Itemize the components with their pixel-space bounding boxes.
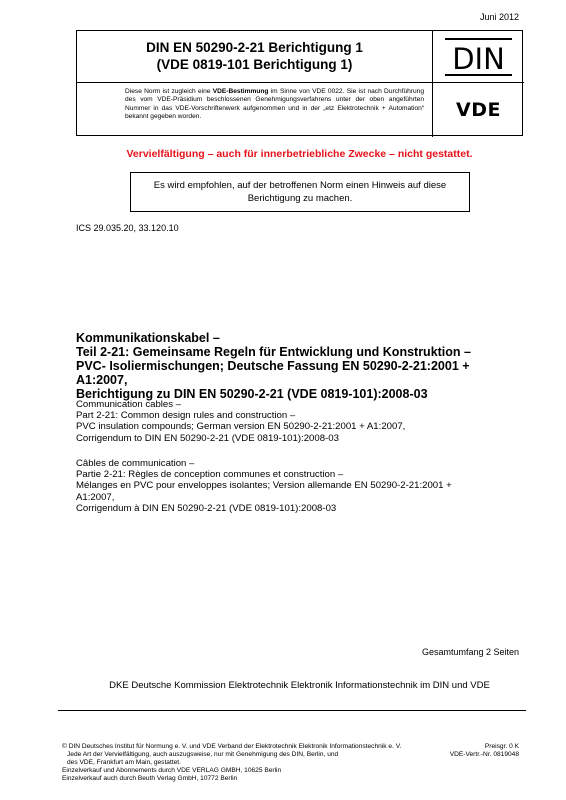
document-title bbox=[77, 31, 433, 83]
din-logo bbox=[433, 31, 524, 83]
vde-logo: VDE bbox=[456, 99, 501, 121]
english-title bbox=[76, 399, 536, 444]
dke-line: DKE Deutsche Kommission Elektrotechnik Elektronik Informationstechnik im DIN und VDE bbox=[109, 680, 490, 691]
price-group: Preisgr. 0 K bbox=[484, 743, 519, 750]
header-box bbox=[76, 30, 523, 136]
footer-line: Einzelverkauf und Abonnements durch VDE VERLAG GMBH, 10625 Berlin bbox=[62, 767, 282, 774]
vde-contract-number: VDE-Vertr.-Nr. 0819048 bbox=[449, 751, 519, 758]
german-title-line: Kommunikationskabel – bbox=[76, 331, 220, 345]
english-title-line: PVC insulation compounds; German version EN 50290-2-21:2001 + A1:2007, bbox=[76, 421, 406, 433]
din-logo-text: DIN bbox=[452, 42, 505, 76]
vde-notice bbox=[77, 83, 433, 137]
hint-line-2: Berichtigung zu machen. bbox=[247, 193, 353, 204]
footer-copyright bbox=[62, 743, 402, 783]
english-title-line: Corrigendum to DIN EN 50290-2-21 (VDE 0819-101):2008-03 bbox=[76, 432, 339, 444]
footer-price bbox=[450, 743, 519, 759]
french-title bbox=[76, 458, 536, 514]
footer-line: Einzelverkauf auch durch Beuth Verlag GmbH, 10772 Berlin bbox=[62, 775, 238, 782]
copy-warning: Vervielfältigung – auch für innerbetriebliche Zwecke – nicht gestattet. bbox=[126, 148, 473, 160]
french-title-line: Corrigendum à DIN EN 50290-2-21 (VDE 0819-101):2008-03 bbox=[76, 502, 337, 514]
french-title-line: Mélanges en PVC pour enveloppes isolantes; Version allemande EN 50290-2-21:2001 + bbox=[76, 480, 452, 492]
german-title-line: A1:2007, bbox=[76, 373, 128, 387]
document-title-line-2: (VDE 0819-101 Berichtigung 1) bbox=[156, 57, 353, 72]
english-title-line: Part 2-21: Common design rules and construction – bbox=[76, 410, 296, 422]
document-title-line-1: DIN EN 50290-2-21 Berichtigung 1 bbox=[146, 40, 363, 55]
footer-line: Jede Art der Vervielfältigung, auch auszugsweise, nur mit Genehmigung des DIN, Berlin, und bbox=[67, 751, 339, 758]
german-title-line: PVC- Isoliermischungen; Deutsche Fassung EN 50290-2-21:2001 + bbox=[76, 359, 470, 373]
din-logo-graphic bbox=[433, 31, 524, 83]
english-title-line: Communication cables – bbox=[76, 399, 182, 410]
hint-line-1: Es wird empfohlen, auf der betroffenen Norm einen Hinweis auf diese bbox=[153, 180, 447, 191]
french-title-line: A1:2007, bbox=[76, 491, 115, 503]
publication-date: Juni 2012 bbox=[479, 12, 519, 22]
french-title-line: Partie 2-21: Règles de conception communes et construction – bbox=[76, 469, 344, 481]
german-title-line: Berichtigung zu DIN EN 50290-2-21 (VDE 0819-101):2008-03 bbox=[76, 387, 428, 401]
german-title bbox=[76, 331, 536, 401]
vde-notice-text-post: im Sinne von VDE 0022. Sie ist nach Durchführung des vom VDE-Präsidium beschlossenen Genehmigungsverfahrens unter der oben angeführten Nummer in das VDE-Vorschriftenwerk aufgenommen und in der „etz Elektrotechnik + Automation“ bekannt gegeben worden. bbox=[125, 88, 425, 121]
footer-line: © DIN Deutsches Institut für Normung e. V. und VDE Verband der Elektrotechnik Elektronik Informationstechnik e. V. bbox=[62, 743, 402, 750]
footer-divider bbox=[58, 710, 526, 711]
vde-notice-text-pre: Diese Norm ist zugleich eine bbox=[125, 88, 213, 95]
ics-code: ICS 29.035.20, 33.120.10 bbox=[76, 223, 179, 233]
french-title-line: Câbles de communication – bbox=[76, 458, 195, 469]
total-pages: Gesamtumfang 2 Seiten bbox=[421, 647, 519, 657]
footer-line: des VDE, Frankfurt am Main, gestattet. bbox=[67, 759, 181, 766]
vde-notice-bold: VDE-Bestimmung bbox=[212, 88, 269, 95]
german-title-line: Teil 2-21: Gemeinsame Regeln für Entwicklung und Konstruktion – bbox=[76, 345, 471, 359]
vde-logo-cell bbox=[433, 83, 524, 137]
corrigendum-hint-box bbox=[130, 172, 470, 212]
